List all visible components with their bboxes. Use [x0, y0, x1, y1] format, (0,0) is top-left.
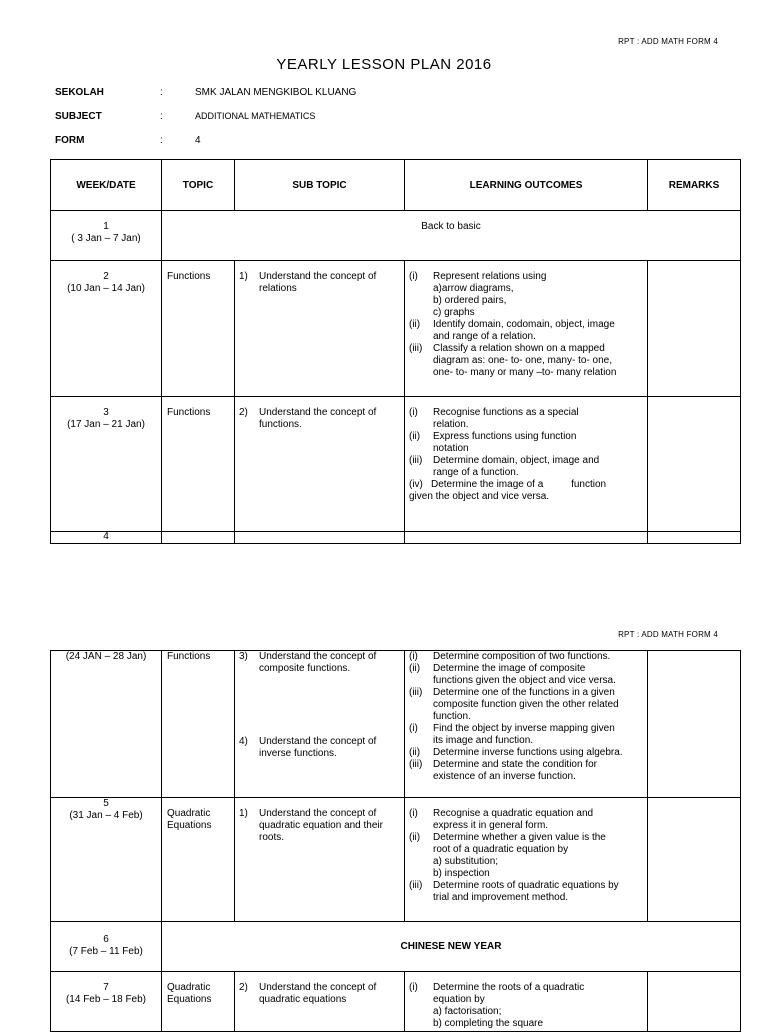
week-cell [51, 922, 162, 972]
lo-line: equation by [433, 994, 485, 1005]
lo-line: Find the object by inverse mapping given [433, 723, 615, 734]
table-header-row [51, 160, 741, 211]
sub-text: Understand the concept of functions. [259, 407, 377, 430]
lo-number: (ii) [409, 663, 421, 674]
table-row [51, 651, 741, 798]
col-sub-topic: SUB TOPIC [235, 160, 405, 211]
week-date: (14 Feb – 18 Feb) [65, 994, 147, 1005]
week-note: CHINESE NEW YEAR [162, 922, 741, 972]
sub-number: 3) [239, 651, 248, 662]
lo-number: (iii) [409, 687, 423, 698]
topic-cell: Quadratic Equations [162, 798, 235, 922]
sub-number: 1) [239, 808, 248, 819]
rpt-header: RPT : ADD MATH FORM 4 [618, 630, 718, 639]
sub-number: 2) [239, 407, 248, 418]
lo-line: b) ordered pairs, [433, 295, 507, 306]
week-number: 2 [103, 271, 109, 282]
week-cell [51, 211, 162, 261]
lo-line: existence of an inverse function. [433, 771, 576, 782]
lo-line: Determine domain, object, image and [433, 455, 600, 466]
lo-line: and range of a relation. [433, 331, 536, 342]
lo-line: its image and function. [433, 735, 534, 746]
lo-number: (i) [409, 651, 418, 662]
lo-line: Determine the image of a function [431, 479, 607, 490]
meta-subject [55, 111, 315, 122]
week-note: Back to basic [162, 211, 741, 261]
lo-line: Classify a relation shown on a mapped [433, 343, 605, 354]
lo-line: given the object and vice versa. [409, 491, 550, 502]
meta-sekolah [55, 87, 356, 98]
lo-line: a)arrow diagrams, [433, 283, 514, 294]
sub-number: 2) [239, 982, 248, 993]
learning-outcomes-cell [405, 798, 648, 922]
sub-topic-cell [235, 397, 405, 532]
lo-line: Express functions using function [433, 431, 577, 442]
lesson-table-page-2 [50, 650, 741, 1032]
lesson-table-page-1 [50, 159, 741, 544]
lo-line: Identify domain, codomain, object, image [433, 319, 615, 330]
week-cell [51, 972, 162, 1032]
sub-topic-cell [235, 798, 405, 922]
sub-text: Understand the concept of quadratic equations [259, 982, 377, 1005]
lo-number: (i) [409, 723, 418, 734]
lo-line: Recognise a quadratic equation and [433, 808, 594, 819]
lo-line: notation [433, 443, 469, 454]
meta-form [55, 135, 201, 146]
lo-line: Determine whether a given value is the [433, 832, 606, 843]
lo-line: Determine roots of quadratic equations by [433, 880, 619, 891]
sub-number: 4) [239, 736, 248, 747]
week-cell [51, 651, 162, 798]
lo-line: Determine the roots of a quadratic [433, 982, 585, 993]
week-cell [51, 798, 162, 922]
lo-number: (ii) [409, 431, 421, 442]
lo-line: c) graphs [433, 307, 475, 318]
sub-topic-cell [235, 972, 405, 1032]
topic-cell: Functions [162, 397, 235, 532]
lo-number: (ii) [409, 319, 421, 330]
lo-number: (ii) [409, 832, 421, 843]
lo-line: Determine inverse functions using algebra. [433, 747, 623, 758]
sub-text: Understand the concept of inverse functions. [259, 736, 377, 759]
remarks-cell [648, 651, 741, 798]
sub-topic-cell [235, 651, 405, 798]
learning-outcomes-cell [405, 261, 648, 397]
lo-line: b) inspection [433, 868, 490, 879]
sub-text: Understand the concept of relations [259, 271, 377, 294]
table-row [51, 972, 741, 1032]
week-number: 3 [103, 407, 109, 418]
table-row [51, 922, 741, 972]
meta-value: 4 [195, 135, 201, 146]
page-title: YEARLY LESSON PLAN 2016 [276, 56, 492, 73]
learning-outcomes-cell [405, 397, 648, 532]
table-row [51, 397, 741, 532]
sub-text: Understand the concept of composite functions. [259, 651, 377, 674]
lo-number: (iii) [409, 880, 423, 891]
table-row [51, 532, 741, 544]
week-date: (7 Feb – 11 Feb) [69, 946, 143, 957]
remarks-cell [648, 261, 741, 397]
sub-text: Understand the concept of quadratic equation and their roots. [259, 808, 383, 843]
week-date: (31 Jan – 4 Feb) [69, 810, 143, 821]
lo-number: (i) [409, 271, 418, 282]
meta-key: SUBJECT [55, 111, 102, 122]
remarks-cell [648, 972, 741, 1032]
week-number: 4 [51, 532, 162, 544]
page-2 [0, 600, 768, 1029]
sub-topic-cell [235, 261, 405, 397]
lo-line: function. [433, 711, 471, 722]
week-date: (24 JAN – 28 Jan) [65, 651, 147, 662]
lo-number: (iv) [409, 479, 423, 490]
week-date: (17 Jan – 21 Jan) [67, 419, 145, 430]
lo-line: Determine the image of composite [433, 663, 586, 674]
lo-line: one- to- many or many –to- many relation [433, 367, 617, 378]
lo-line: express it in general form. [433, 820, 549, 831]
lo-number: (iii) [409, 455, 423, 466]
sub-number: 1) [239, 271, 248, 282]
week-cell [51, 397, 162, 532]
remarks-cell [648, 798, 741, 922]
table-row [51, 211, 741, 261]
lo-line: a) factorisation; [433, 1006, 502, 1017]
learning-outcomes-cell [405, 972, 648, 1032]
lo-line: composite function given the other related [433, 699, 619, 710]
topic-cell: Functions [162, 651, 235, 798]
week-date: ( 3 Jan – 7 Jan) [71, 233, 141, 244]
rpt-header: RPT : ADD MATH FORM 4 [618, 37, 718, 46]
col-topic: TOPIC [162, 160, 235, 211]
lo-line: Represent relations using [433, 271, 547, 282]
col-week-date: WEEK/DATE [51, 160, 162, 211]
lo-number: (i) [409, 808, 418, 819]
lo-number: (iii) [409, 759, 423, 770]
lo-line: a) substitution; [433, 856, 499, 867]
topic-cell: Functions [162, 261, 235, 397]
lo-line: functions given the object and vice versa. [433, 675, 616, 686]
lo-line: b) completing the square [433, 1018, 544, 1029]
lo-line: relation. [433, 419, 469, 430]
week-number: 5 [103, 798, 109, 809]
meta-sep: : [160, 135, 163, 146]
week-date: (10 Jan – 14 Jan) [67, 283, 145, 294]
table-row [51, 798, 741, 922]
learning-outcomes-cell [405, 651, 648, 798]
lo-line: Recognise functions as a special [433, 407, 579, 418]
meta-value: ADDITIONAL MATHEMATICS [195, 111, 316, 121]
lo-line: root of a quadratic equation by [433, 844, 569, 855]
col-learning-outcomes: LEARNING OUTCOMES [405, 160, 648, 211]
week-number: 7 [103, 982, 109, 993]
lo-line: range of a function. [433, 467, 519, 478]
week-number: 1 [103, 221, 109, 232]
meta-sep: : [160, 111, 163, 122]
meta-key: SEKOLAH [55, 87, 104, 98]
table-row [51, 261, 741, 397]
meta-sep: : [160, 87, 163, 98]
lo-line: trial and improvement method. [433, 892, 569, 903]
lo-number: (iii) [409, 343, 423, 354]
topic-cell: Quadratic Equations [162, 972, 235, 1032]
lo-number: (i) [409, 982, 418, 993]
lo-number: (ii) [409, 747, 421, 758]
lo-line: Determine and state the condition for [433, 759, 597, 770]
lo-line: diagram as: one- to- one, many- to- one, [433, 355, 612, 366]
meta-key: FORM [55, 135, 85, 146]
lo-line: Determine composition of two functions. [433, 651, 611, 662]
lo-line: Determine one of the functions in a given [433, 687, 615, 698]
week-cell [51, 261, 162, 397]
remarks-cell [648, 397, 741, 532]
lo-number: (i) [409, 407, 418, 418]
col-remarks: REMARKS [648, 160, 741, 211]
meta-value: SMK JALAN MENGKIBOL KLUANG [195, 87, 357, 98]
week-number: 6 [103, 934, 109, 945]
